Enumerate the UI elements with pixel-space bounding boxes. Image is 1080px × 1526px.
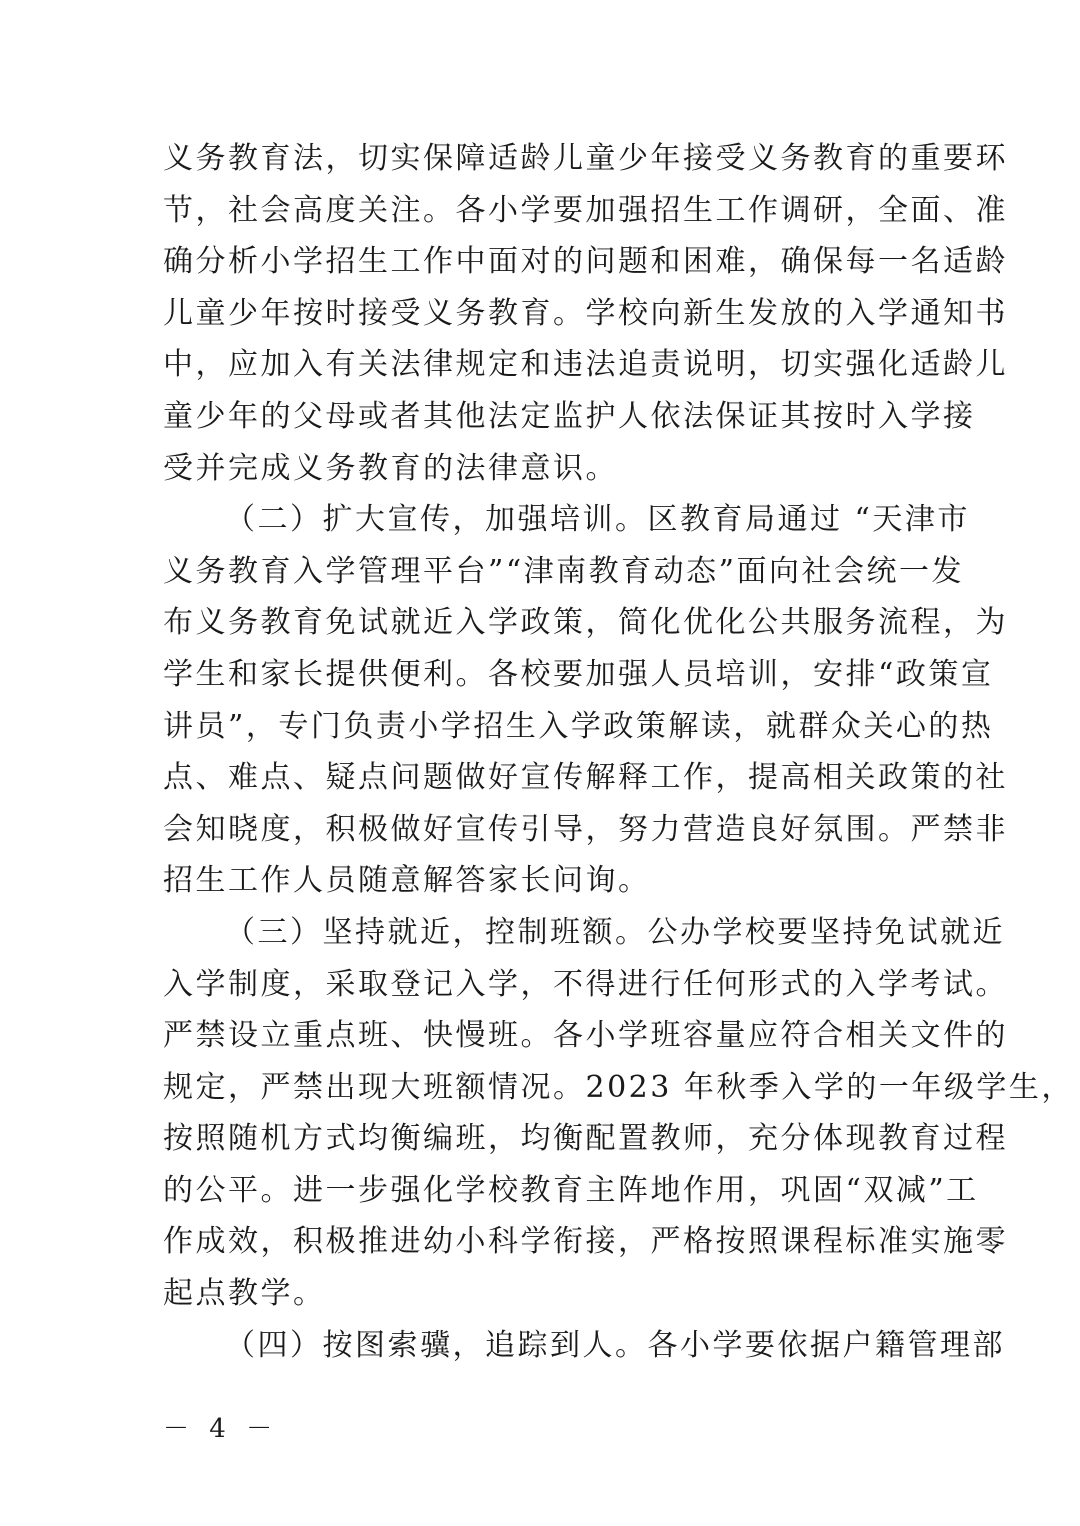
section-heading-line: （三）坚持就近，控制班额。公办学校要坚持免试就近	[225, 914, 1005, 950]
text-line: 义务教育入学管理平台”“津南教育动态”面向社会统一发	[163, 553, 965, 589]
document-body	[163, 133, 1074, 1371]
text-line: 的公平。进一步强化学校教育主阵地作用，巩固“双减”工	[163, 1172, 979, 1208]
text-line: 会知晓度，积极做好宣传引导，努力营造良好氛围。严禁非	[163, 811, 1008, 847]
text-line: 招生工作人员随意解答家长问询。	[163, 863, 651, 899]
text-line: 讲员”，专门负责小学招生入学政策解读，就群众关心的热	[163, 708, 994, 744]
text-line: 确分析小学招生工作中面对的问题和困难，确保每一名适龄	[163, 244, 1008, 280]
text-line: 入学制度，采取登记入学，不得进行任何形式的入学考试。	[163, 966, 1008, 1002]
text-line: 受并完成义务教育的法律意识。	[163, 450, 618, 486]
text-line: 童少年的父母或者其他法定监护人依法保证其按时入学接	[163, 398, 976, 434]
text-line: 作成效，积极推进幼小科学衔接，严格按照课程标准实施零	[163, 1224, 1008, 1260]
text-line: 规定，严禁出现大班额情况。2023 年秋季入学的一年级学生，	[163, 1069, 1074, 1105]
text-line: 义务教育法，切实保障适龄儿童少年接受义务教育的重要环	[163, 141, 1008, 176]
text-line: 节，社会高度关注。各小学要加强招生工作调研，全面、准	[163, 192, 1008, 228]
text-line: 严禁设立重点班、快慢班。各小学班容量应符合相关文件的	[163, 1018, 1008, 1054]
text-line: 学生和家长提供便利。各校要加强人员培训，安排“政策宣	[163, 656, 994, 692]
text-line: 儿童少年按时接受义务教育。学校向新生发放的入学通知书	[163, 295, 1008, 331]
text-line: 点、难点、疑点问题做好宣传解释工作，提高相关政策的社	[163, 760, 1008, 796]
section-heading-line: （二）扩大宣传，加强培训。区教育局通过 “天津市	[225, 502, 970, 538]
text-line: 按照随机方式均衡编班，均衡配置教师，充分体现教育过程	[163, 1121, 1008, 1157]
text-line: 中，应加入有关法律规定和违法追责说明，切实强化适龄儿	[163, 347, 1008, 383]
text-line: 起点教学。	[163, 1276, 326, 1312]
text-line: 布义务教育免试就近入学政策，简化优化公共服务流程，为	[163, 605, 1008, 641]
page-number: － 4 －	[163, 1414, 279, 1444]
section-heading-line: （四）按图索骥，追踪到人。各小学要依据户籍管理部	[225, 1327, 1005, 1363]
